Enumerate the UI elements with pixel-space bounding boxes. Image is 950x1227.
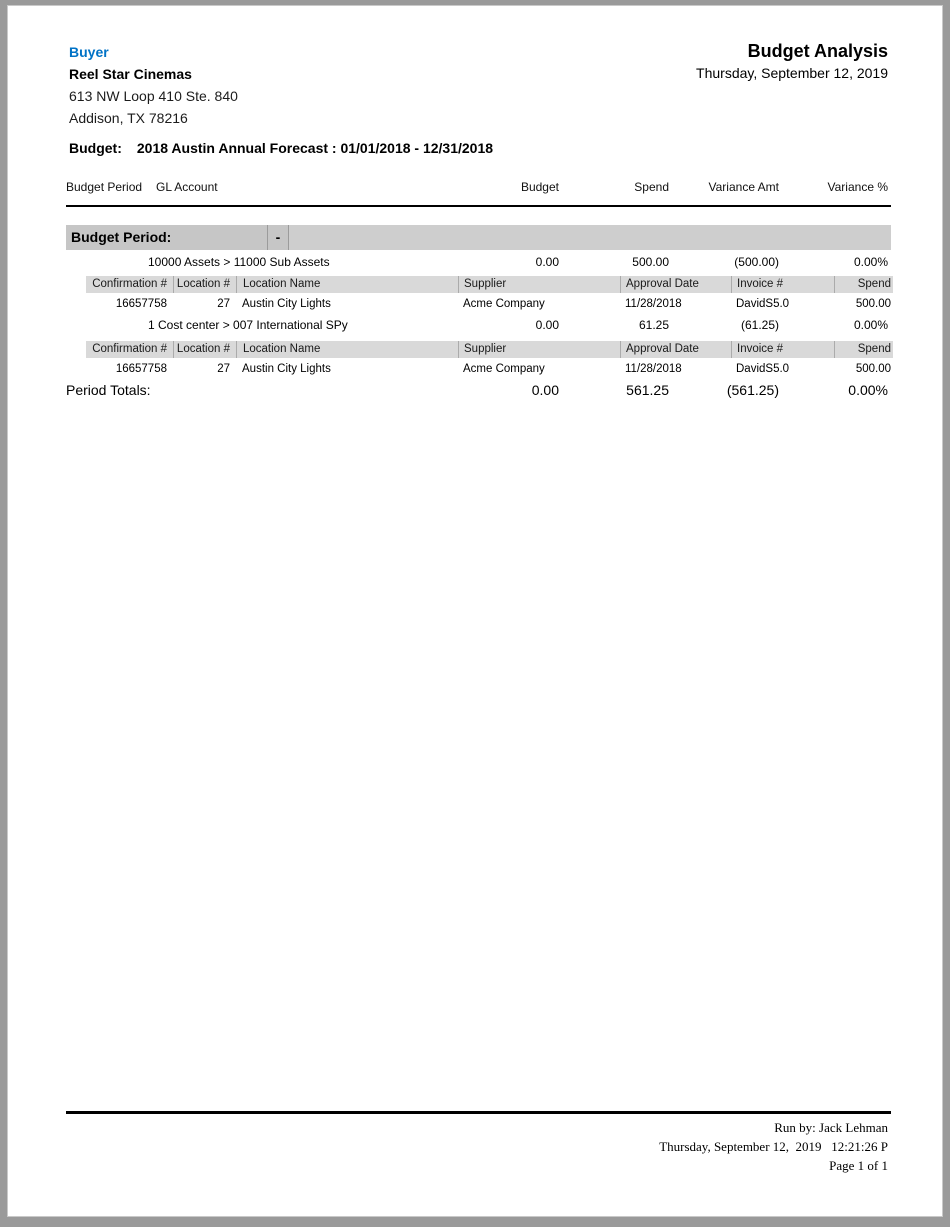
detail-confirmation: 16657758 xyxy=(115,363,167,375)
footer-run-datetime: Thursday, September 12, 2019 12:21:26 P xyxy=(659,1139,888,1154)
budget-period-bar-empty xyxy=(289,225,891,250)
totals-variance-pct-value: 0.00% xyxy=(848,382,888,398)
header-rule xyxy=(66,205,891,207)
detail-header-supplier: Supplier xyxy=(458,341,620,358)
detail-approval-date: 11/28/2018 xyxy=(625,298,682,310)
period-totals-row xyxy=(66,382,891,402)
detail-approval-date: 11/28/2018 xyxy=(625,363,682,375)
column-budget-period: Budget Period xyxy=(66,180,143,194)
detail-location: 27 xyxy=(217,363,230,375)
gl-spend-value: 61.25 xyxy=(638,318,669,332)
detail-location-name: Austin City Lights xyxy=(242,363,331,375)
detail-header-approval-date: Approval Date xyxy=(620,276,731,293)
budget-value: 2018 Austin Annual Forecast : 01/01/2018 - 12/31/2018 xyxy=(136,140,494,156)
detail-header-location: Location # xyxy=(173,276,236,293)
gl-variance-amt-value: (61.25) xyxy=(740,318,779,332)
detail-supplier: Acme Company xyxy=(463,298,545,310)
detail-header-supplier: Supplier xyxy=(458,276,620,293)
gl-variance-amt-value: (500.00) xyxy=(734,255,779,269)
column-spend: Spend xyxy=(634,180,669,194)
period-totals-label: Period Totals: xyxy=(66,382,151,398)
totals-budget-value: 0.00 xyxy=(531,382,559,398)
detail-spend: 500.00 xyxy=(855,363,891,375)
detail-invoice: DavidS5.0 xyxy=(736,363,790,375)
detail-header-approval-date: Approval Date xyxy=(620,341,731,358)
footer-run-by: Run by: Jack Lehman xyxy=(774,1120,888,1135)
detail-header-location: Location # xyxy=(173,341,236,358)
buyer-block xyxy=(69,41,238,129)
address-line-2: Addison, TX 78216 xyxy=(69,110,188,126)
budget-line xyxy=(69,140,493,156)
detail-header-row xyxy=(86,341,893,358)
report-page xyxy=(7,5,943,1217)
detail-header-invoice: Invoice # xyxy=(731,341,834,358)
footer-rule xyxy=(66,1111,891,1114)
column-variance-amt: Variance Amt xyxy=(708,180,779,194)
address-line-1: 613 NW Loop 410 Ste. 840 xyxy=(69,88,238,104)
detail-confirmation: 16657758 xyxy=(115,298,167,310)
report-title: Budget Analysis xyxy=(747,41,888,61)
detail-supplier: Acme Company xyxy=(463,363,545,375)
report-date: Thursday, September 12, 2019 xyxy=(696,65,888,81)
gl-account-name: 1 Cost center > 007 International SPy xyxy=(148,318,348,332)
detail-spend: 500.00 xyxy=(855,298,891,310)
detail-header-spend: Spend xyxy=(834,276,893,293)
footer xyxy=(659,1118,888,1175)
detail-data-row xyxy=(86,296,893,313)
budget-label: Budget: xyxy=(69,140,122,156)
company-name: Reel Star Cinemas xyxy=(69,66,192,82)
gl-variance-pct-value: 0.00% xyxy=(853,318,888,332)
report-head xyxy=(696,39,888,83)
detail-header-confirmation: Confirmation # xyxy=(92,343,167,355)
detail-location: 27 xyxy=(217,298,230,310)
detail-header-location-name: Location Name xyxy=(236,276,458,293)
buyer-label: Buyer xyxy=(69,44,109,60)
budget-period-separator: - xyxy=(267,225,289,250)
detail-header-spend: Spend xyxy=(834,341,893,358)
detail-header-location-name: Location Name xyxy=(236,341,458,358)
footer-page-number: Page 1 of 1 xyxy=(829,1158,888,1173)
totals-spend-value: 561.25 xyxy=(626,382,669,398)
budget-period-bar-label: Budget Period: xyxy=(66,225,267,250)
gl-budget-value: 0.00 xyxy=(535,255,559,269)
gl-budget-value: 0.00 xyxy=(535,318,559,332)
totals-variance-amt-value: (561.25) xyxy=(726,382,779,398)
gl-account-name: 10000 Assets > 11000 Sub Assets xyxy=(148,255,330,269)
detail-table xyxy=(86,276,893,313)
detail-location-name: Austin City Lights xyxy=(242,298,331,310)
detail-data-row xyxy=(86,361,893,378)
detail-header-confirmation: Confirmation # xyxy=(92,278,167,290)
detail-header-row xyxy=(86,276,893,293)
column-variance-pct: Variance % xyxy=(827,180,888,194)
detail-invoice: DavidS5.0 xyxy=(736,298,790,310)
column-header-row xyxy=(66,180,891,196)
detail-table xyxy=(86,341,893,378)
detail-header-invoice: Invoice # xyxy=(731,276,834,293)
gl-account-row xyxy=(66,255,891,271)
gl-account-row xyxy=(66,318,891,334)
gl-spend-value: 500.00 xyxy=(632,255,669,269)
budget-period-bar xyxy=(66,225,891,250)
gl-variance-pct-value: 0.00% xyxy=(853,255,888,269)
column-budget: Budget xyxy=(520,180,559,194)
column-gl-account: GL Account xyxy=(156,180,218,194)
